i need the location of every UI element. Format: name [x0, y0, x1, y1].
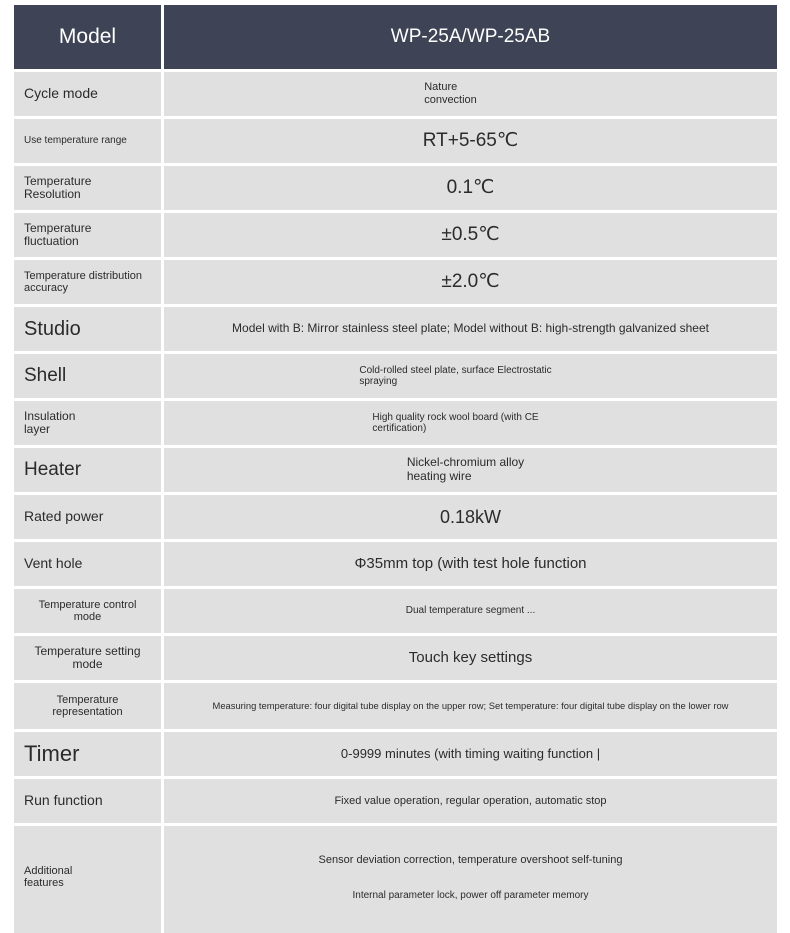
row-label-shell: Shell	[14, 354, 161, 398]
row-value-vent-hole: Φ35mm top (with test hole function	[164, 542, 777, 586]
row-value-temperature-distribution-accuracy: ±2.0℃	[164, 260, 777, 304]
row-value-studio: Model with B: Mirror stainless steel plate; Model without B: high-strength galvanized sheet	[164, 307, 777, 351]
row-label-temperature-resolution: Temperature Resolution	[14, 166, 161, 210]
value-text: Nature convection	[424, 81, 477, 106]
header-model-label: Model	[14, 5, 161, 69]
row-value-heater	[164, 448, 777, 492]
row-value-cycle-mode	[164, 72, 777, 116]
row-label-rated-power: Rated power	[14, 495, 161, 539]
value-text: High quality rock wool board (with CE certification)	[372, 411, 539, 434]
row-label-heater: Heater	[14, 448, 161, 492]
row-value-temperature-fluctuation: ±0.5℃	[164, 213, 777, 257]
row-label-use-temperature-range: Use temperature range	[14, 119, 161, 163]
row-label-studio: Studio	[14, 307, 161, 351]
row-value-use-temperature-range: RT+5-65℃	[164, 119, 777, 163]
additional-feature-1: Sensor deviation correction, temperature overshoot self-tuning	[318, 853, 623, 866]
row-label-cycle-mode: Cycle mode	[14, 72, 161, 116]
row-label-vent-hole: Vent hole	[14, 542, 161, 586]
row-value-additional-features	[164, 826, 777, 928]
row-label-insulation-layer: Insulation layer	[14, 401, 161, 445]
row-value-shell	[164, 354, 777, 398]
row-label-temperature-distribution-accuracy: Temperature distribution accuracy	[14, 260, 161, 304]
row-label-temperature-representation: Temperature representation	[14, 683, 161, 729]
row-label-temperature-control-mode: Temperature control mode	[14, 589, 161, 633]
row-value-temperature-representation: Measuring temperature: four digital tube display on the upper row; Set temperature: four digital tube display on the lower row	[164, 683, 777, 729]
row-label-additional-features: Additional features	[14, 826, 161, 928]
row-label-timer: Timer	[14, 732, 161, 776]
row-value-insulation-layer	[164, 401, 777, 445]
row-label-run-function: Run function	[14, 779, 161, 823]
row-value-temperature-setting-mode: Touch key settings	[164, 636, 777, 680]
row-label-temperature-setting-mode: Temperature setting mode	[14, 636, 161, 680]
value-text: Nickel-chromium alloy heating wire	[406, 455, 525, 483]
table-bottom-edge	[14, 928, 777, 933]
row-label-temperature-fluctuation: Temperature fluctuation	[14, 213, 161, 257]
spec-table	[14, 5, 777, 931]
row-value-timer: 0-9999 minutes (with timing waiting function |	[164, 732, 777, 776]
row-value-temperature-resolution: 0.1℃	[164, 166, 777, 210]
row-value-run-function: Fixed value operation, regular operation, automatic stop	[164, 779, 777, 823]
header-model-value: WP-25A/WP-25AB	[164, 5, 777, 69]
row-value-rated-power: 0.18kW	[164, 495, 777, 539]
value-text: Cold-rolled steel plate, surface Electrostatic spraying	[359, 364, 552, 387]
additional-feature-2: Internal parameter lock, power off parameter memory	[352, 889, 589, 901]
row-value-temperature-control-mode: Dual temperature segment ...	[164, 589, 777, 633]
